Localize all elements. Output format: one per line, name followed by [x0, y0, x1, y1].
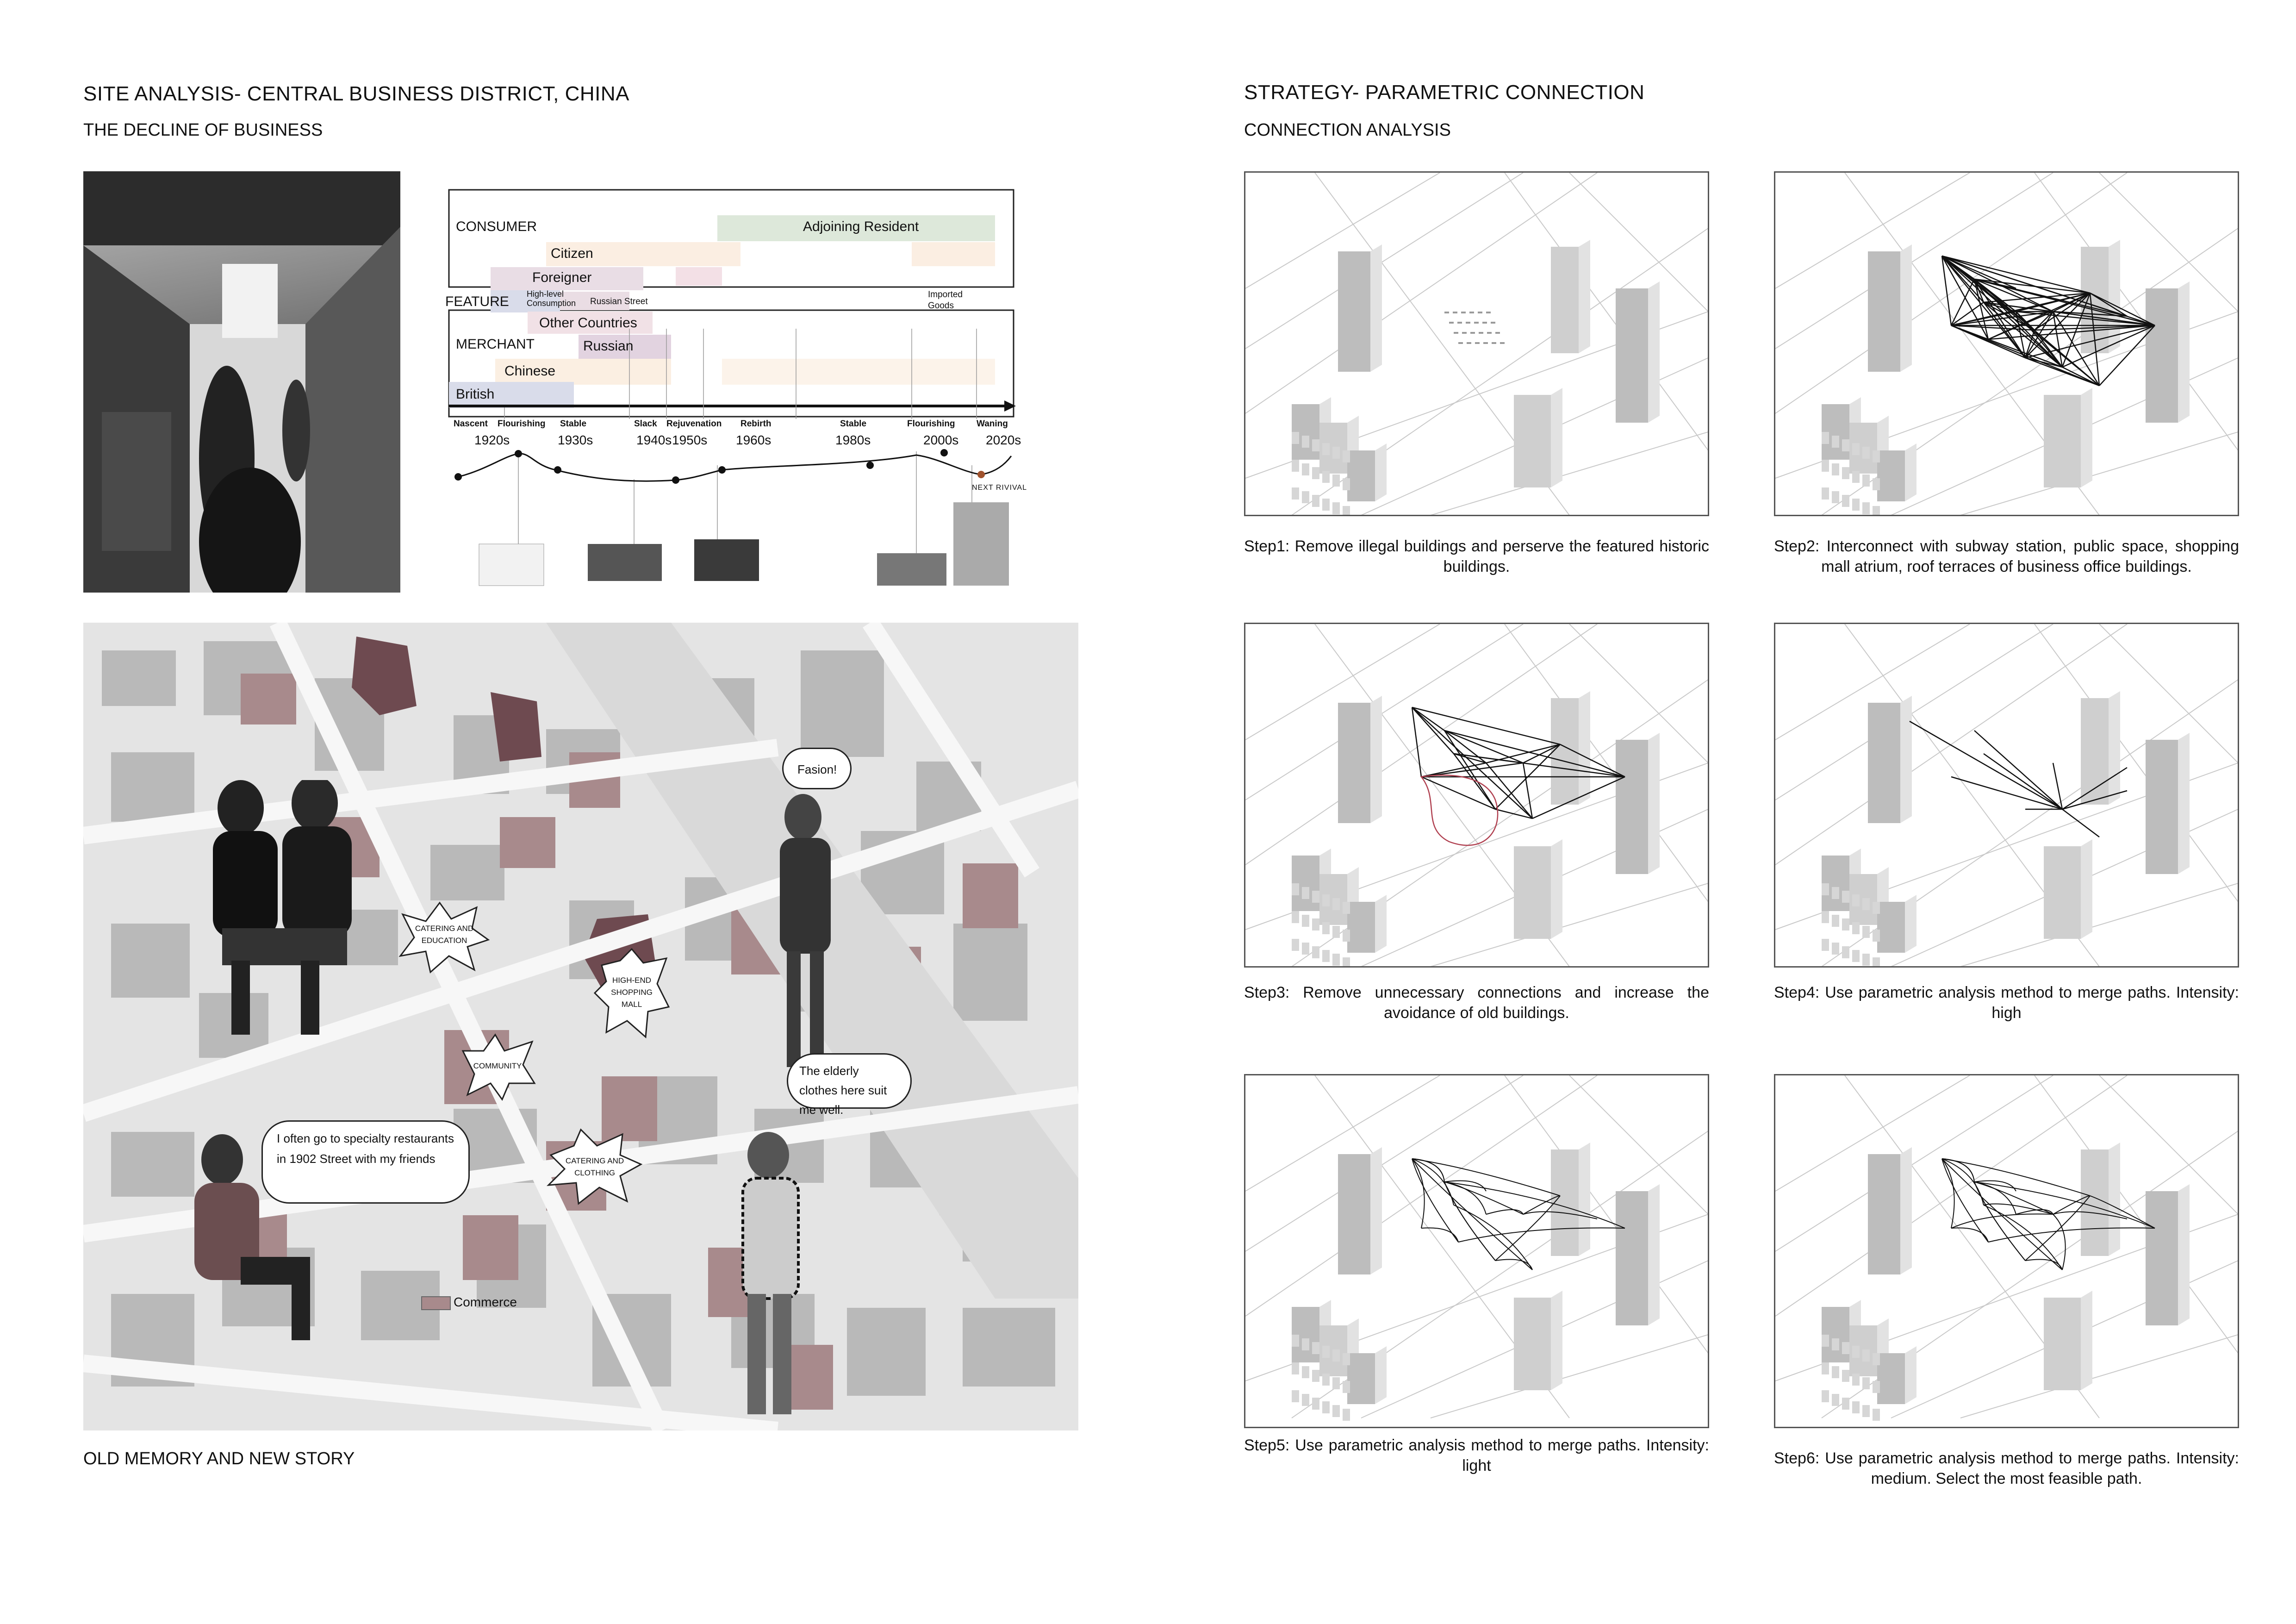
phase-label: Rejuvenation [666, 419, 722, 429]
burst-community [458, 1032, 537, 1102]
phase-label: Flourishing [498, 419, 546, 429]
bar-foreigner: Foreigner [532, 270, 592, 285]
speech-bubble-elderly: The elderly clothes here suit me well. [787, 1053, 912, 1109]
merchant-label: MERCHANT [456, 337, 535, 352]
alley-photo [83, 171, 400, 593]
phase-label: Rebirth [740, 419, 772, 429]
decade-label: 1920s [474, 433, 510, 447]
right-title: STRATEGY- PARAMETRIC CONNECTION [1244, 81, 1645, 104]
step5-panel [1244, 1074, 1709, 1428]
person-fashion [750, 794, 856, 1072]
burst-catering-clothing-text: CATERING AND CLOTHING [565, 1156, 624, 1177]
person-elderly [722, 1132, 815, 1419]
burst-catering-education-text: CATERING AND EDUCATION [415, 924, 474, 945]
bar-british: British [456, 387, 495, 402]
step3-panel [1244, 623, 1709, 968]
burst-high-end-text: HIGH-END SHOPPING MALL [611, 976, 653, 1009]
bottom-caption: OLD MEMORY AND NEW STORY [83, 1449, 355, 1468]
timeline-diagram [444, 187, 1064, 595]
bar-other-countries: Other Countries [539, 315, 637, 331]
feature-label: FEATURE [445, 294, 509, 309]
decade-label: 1930s [558, 433, 593, 447]
right-subtitle: CONNECTION ANALYSIS [1244, 120, 1451, 140]
step1-panel [1244, 171, 1709, 516]
bar-imported: Imported Goods [928, 290, 963, 311]
step2-panel [1774, 171, 2239, 516]
speech-bubble-restaurant: I often go to specialty restaurants in 1902 Street with my friends [261, 1120, 470, 1204]
legend-swatch-commerce [421, 1296, 451, 1310]
burst-catering-clothing [546, 1127, 643, 1206]
burst-catering-education [398, 900, 491, 974]
phase-label: Stable [840, 419, 867, 429]
phase-label: Slack [634, 419, 657, 429]
step3-caption: Step3: Remove unnecessary connections and increase the avoidance of old buildings. [1244, 984, 1709, 1022]
decade-label: 1960s [736, 433, 772, 447]
decade-label: 2000s [923, 433, 959, 447]
step5-caption: Step5: Use parametric analysis method to merge paths. Intensity: light [1244, 1437, 1709, 1474]
speech-bubble-fashion: Fasion! [782, 748, 852, 789]
decade-label: 1950s [672, 433, 708, 447]
bar-citizen: Citizen [551, 246, 593, 261]
decade-label: 1940s [636, 433, 672, 447]
consumer-label: CONSUMER [456, 219, 537, 234]
burst-high-end [592, 947, 671, 1039]
bar-russian: Russian [583, 338, 634, 354]
step2-caption: Step2: Interconnect with subway station, public space, shopping mall atrium, roof terraces of business office buildings. [1774, 537, 2239, 575]
bar-russian-street: Russian Street [590, 297, 648, 306]
decade-label: 1980s [835, 433, 871, 447]
step4-panel [1774, 623, 2239, 968]
people-group-1 [194, 780, 366, 1039]
step4-caption: Step4: Use parametric analysis method to merge paths. Intensity: high [1774, 984, 2239, 1022]
left-title: SITE ANALYSIS- CENTRAL BUSINESS DISTRICT, CHINA [83, 82, 629, 105]
step6-panel [1774, 1074, 2239, 1428]
bar-chinese: Chinese [504, 363, 556, 379]
left-subtitle: THE DECLINE OF BUSINESS [83, 120, 323, 140]
phase-label: Flourishing [907, 419, 955, 429]
legend-commerce: Commerce [454, 1295, 517, 1309]
decade-label: 2020s [986, 433, 1021, 447]
step1-caption: Step1: Remove illegal buildings and perserve the featured historic buildings. [1244, 537, 1709, 575]
phase-label: Stable [560, 419, 587, 429]
phase-label: Nascent [454, 419, 488, 429]
story-map [83, 623, 1078, 1430]
bar-high-level: High-level Consumption [527, 289, 576, 308]
phase-label: Waning [977, 419, 1008, 429]
next-revival: NEXT RIVIVAL [972, 484, 1027, 492]
step6-caption: Step6: Use parametric analysis method to merge paths. Intensity: medium. Select the most feasible path. [1774, 1449, 2239, 1487]
burst-community-text: COMMUNITY [473, 1062, 522, 1070]
bar-adjoining: Adjoining Resident [803, 219, 919, 234]
